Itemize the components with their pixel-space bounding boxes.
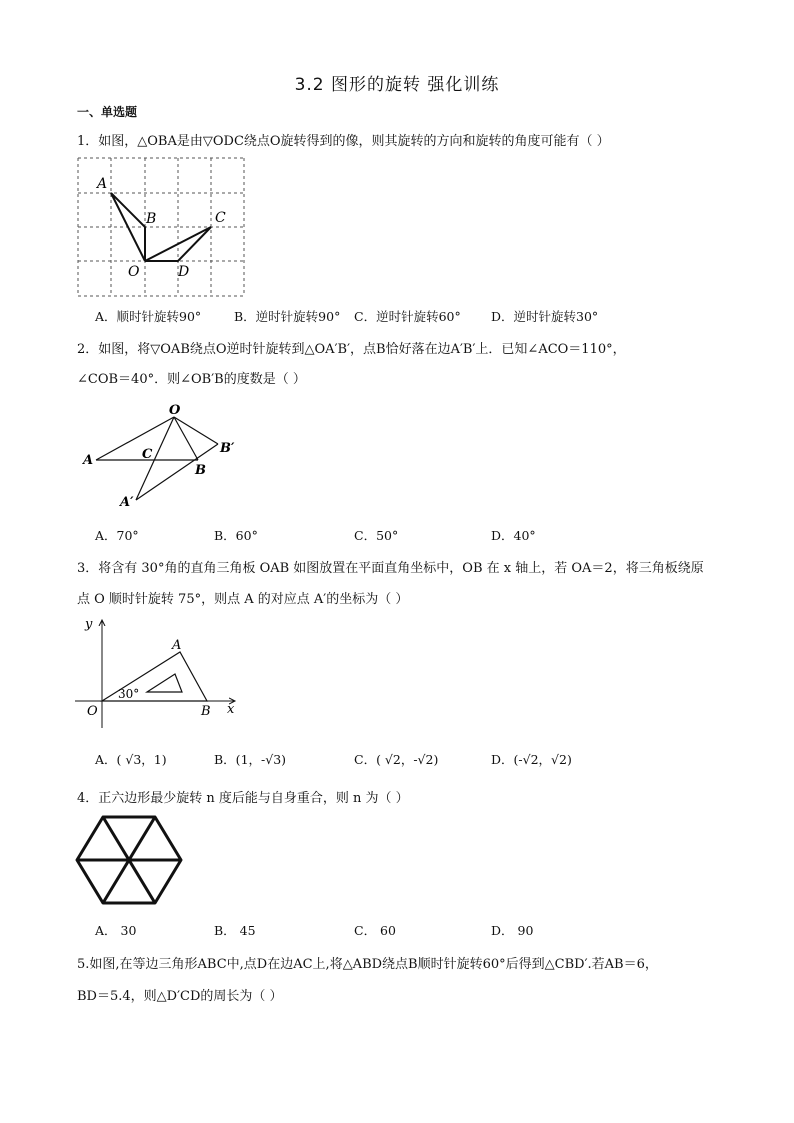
label-C: C: [142, 447, 153, 462]
question-4-text: 4．正六边形最少旋转 n 度后能与自身重合，则 n 为（ ）: [77, 791, 409, 806]
label-B-prime: B′: [220, 441, 235, 456]
q4-option-c[interactable]: C． 60: [354, 923, 396, 938]
q3-option-a[interactable]: A．( √3，1): [95, 752, 167, 767]
label-B: B: [201, 704, 211, 719]
q1-option-a[interactable]: A．顺时针旋转90°: [95, 309, 202, 324]
question-2-line-2: ∠COB＝40°．则∠OB′B的度数是（ ）: [77, 372, 306, 387]
q4-option-a[interactable]: A． 30: [95, 923, 137, 938]
question-2-line-1: 2．如图，将▽OAB绕点O逆时针旋转到△OA′B′，点B恰好落在边A′B′上．已知∠ACO＝110°，: [77, 342, 626, 357]
label-B: B: [146, 211, 157, 227]
question-4-hexagon: [72, 812, 188, 908]
question-3-line-2: 点 O 顺时针旋转 75°，则点 A 的对应点 A′的坐标为（ ）: [77, 592, 409, 607]
question-1-text: 1．如图，△OBA是由▽ODC绕点O旋转得到的像，则其旋转的方向和旋转的角度可能有（ ）: [77, 134, 610, 149]
q4-option-d[interactable]: D． 90: [491, 923, 534, 938]
q1-option-d[interactable]: D．逆时针旋转30°: [491, 309, 599, 324]
question-5-line-2: BD＝5.4，则△D′CD的周长为（ ）: [77, 989, 283, 1004]
q2-option-a[interactable]: A．70°: [95, 528, 139, 543]
inner-triangle: [147, 674, 182, 692]
triangles: [96, 417, 218, 500]
question-2-figure: [75, 400, 245, 515]
q3-option-c[interactable]: C．( √2，-√2): [354, 752, 439, 767]
question-3-figure: [75, 612, 250, 732]
q2-option-d[interactable]: D．40°: [491, 528, 536, 543]
section-heading: 一、单选题: [77, 105, 138, 119]
label-B: B: [195, 463, 206, 478]
q1-option-b[interactable]: B．逆时针旋转90°: [234, 309, 341, 324]
label-A-prime: A′: [120, 495, 134, 510]
label-O: O: [169, 403, 181, 418]
q1-option-c[interactable]: C．逆时针旋转60°: [354, 309, 461, 324]
label-y: y: [85, 617, 93, 632]
q3-option-d[interactable]: D．(-√2，√2): [491, 752, 572, 767]
q4-option-b[interactable]: B． 45: [214, 923, 256, 938]
label-O: O: [87, 704, 98, 719]
angle-label: 30°: [118, 687, 140, 701]
label-A: A: [83, 453, 94, 468]
label-x: x: [227, 702, 235, 717]
question-1-figure: [70, 150, 260, 310]
page-title: 3.2 图形的旋转 强化训练: [294, 75, 500, 95]
label-A: A: [97, 176, 108, 192]
question-3-line-1: 3．将含有 30°角的直角三角板 OAB 如图放置在平面直角坐标中，OB 在 x 轴上，若 OA＝2，将三角板绕原: [77, 561, 704, 576]
q2-option-b[interactable]: B．60°: [214, 528, 258, 543]
label-D: D: [178, 264, 190, 280]
q2-option-c[interactable]: C．50°: [354, 528, 399, 543]
label-C: C: [215, 210, 226, 226]
label-A: A: [172, 638, 182, 653]
q3-option-b[interactable]: B．(1，-√3): [214, 752, 287, 767]
question-5-line-1: 5.如图,在等边三角形ABC中,点D在边AC上,将△ABD绕点B顺时针旋转60°后得到△CBD′.若AB＝6，: [77, 957, 658, 972]
label-O: O: [128, 264, 140, 280]
